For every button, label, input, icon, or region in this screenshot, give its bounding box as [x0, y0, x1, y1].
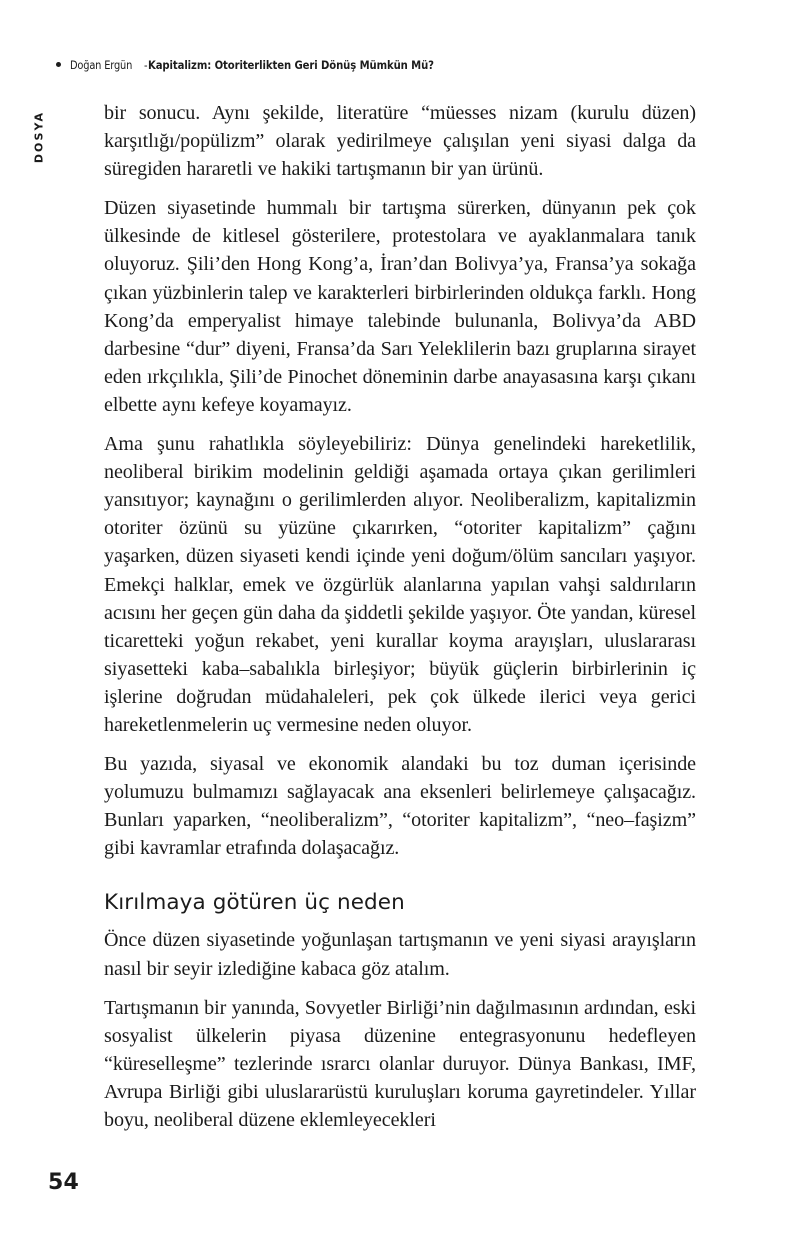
paragraph: Bu yazıda, siyasal ve ekonomik alandaki bu toz duman içerisinde yolumuzu bulmamızı sağlayacak ana eksenleri belirlemeye çalışacağız. Bunları yaparken, “neoliberalizm”, “otoriter kapitalizm”, “neo–faşizm” gibi kavramlar etrafında dolaşacağız. — [104, 753, 696, 860]
paragraph: Düzen siyasetinde hummalı bir tartışma sürerken, dünyanın pek çok ülkesinde de kitlesel gösterilere, protestolara ve ayaklanmalara tanık oluyoruz. Şili’den Hong Kong’a, İran’dan Bolivya’ya, Fransa’ya sokağa çıkan yüzbinlerin talep ve karakterleri birbirlerinden oldukça farklı. Hong Kong’da emperyalist himaye talebinde bulunanla, Bolivya’da ABD darbesine “dur” diyeni, Fransa’da Sarı Yeleklilerin bazı gruplarına sirayet eden ırkçılıkla, Şili’de Pinochet döneminin darbe anayasasına karşı çıkanı elbette aynı kefeye koyamayız. — [104, 197, 696, 416]
paragraph: Önce düzen siyasetinde yoğunlaşan tartışmanın ve yeni siyasi arayışların nasıl bir seyir izlediğine kabaca göz atalım. — [104, 929, 696, 980]
running-head-separator: - — [143, 59, 148, 72]
paragraph: bir sonucu. Aynı şekilde, literatüre “müesses nizam (kurulu düzen) karşıtlığı/popülizm” olarak yedirilmeye çalışılan yeni siyasi dalga da süregiden hararetli ve hakiki tartışmanın bir yan ürünü. — [104, 102, 696, 181]
paragraph: Tartışmanın bir yanında, Sovyetler Birliği’nin dağılmasının ardından, eski sosyalist ülkelerin piyasa düzenine entegrasyonunu hedefleyen “küreselleşme” tezlerinde ısrarcı olanlar duruyor. Dünya Bankası, IMF, Avrupa Birliği gibi uluslararüstü kuruluşları koruma gayretindeler. Yıllar boyu, neoliberal düzene eklemleyecekleri — [104, 996, 696, 1131]
section-tab — [24, 94, 54, 180]
page-number: 54 — [48, 1170, 80, 1195]
paragraph: Ama şunu rahatlıkla söyleyebiliriz: Dünya genelindeki hareketlilik, neoliberal birikim modelinin geldiği aşamada ortaya çıkan gerilimleri yansıtıyor; kaynağını o gerilimlerden alıyor. Neoliberalizm, kapitalizmin otoriter özünü su yüzüne çıkarırken, “otoriter kapitalizm” çağını yaşarken, düzen siyaseti kendi içinde yeni doğum/ölüm sancıları yaşıyor. Emekçi halklar, emek ve özgürlük alanlarına yapılan vahşi saldırıların acısını her geçen gün daha da şiddetli şekilde yaşıyor. Öte yandan, küresel ticaretteki yoğun rekabet, yeni kurallar koyma arayışları, uluslararası siyasetteki kaba–sabalıkla birleşiyor; büyük güçlerin birbirlerinin iç işlerine doğrudan müdahaleleri, pek çok ülkede ilerici veya gerici hareketlenmelerin uç vermesine neden oluyor. — [104, 433, 696, 736]
running-head — [56, 60, 756, 71]
bullet-icon — [56, 62, 61, 67]
running-head-author: Doğan Ergün — [70, 59, 133, 72]
section-tab-label: DOSYA — [32, 110, 46, 164]
section-heading: Kırılmaya götüren üç neden — [104, 890, 405, 916]
running-head-title: Kapitalizm: Otoriterlikten Geri Dönüş Mümkün Mü? — [148, 59, 435, 72]
text-column — [104, 99, 696, 1137]
